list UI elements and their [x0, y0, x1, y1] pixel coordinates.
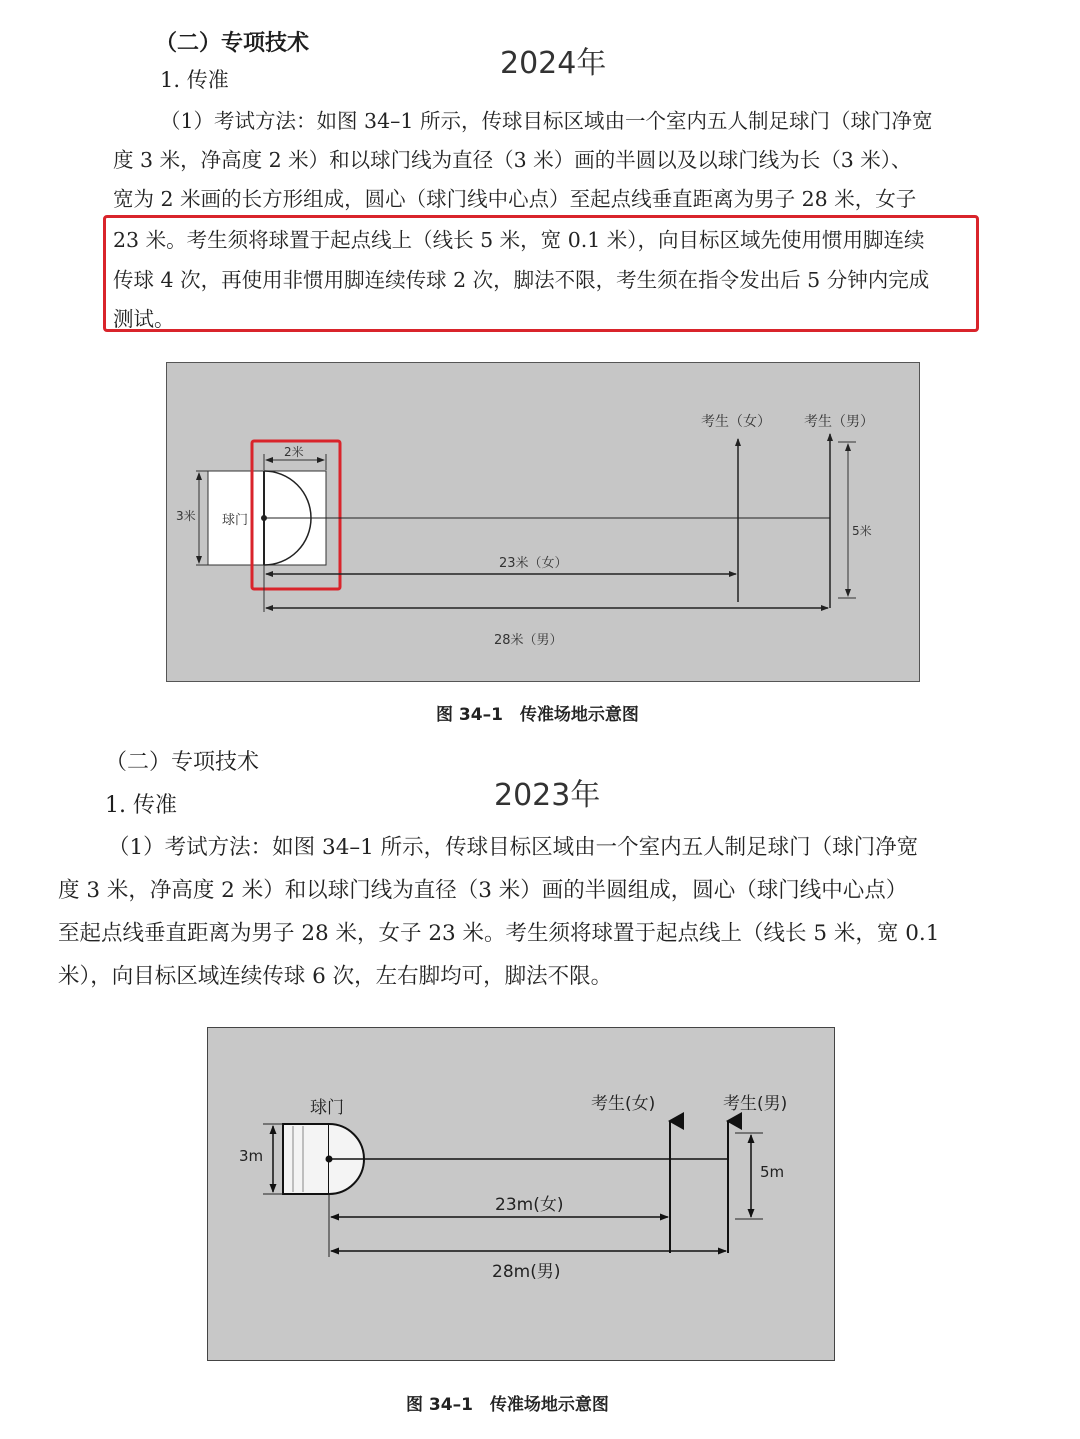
distance-female-label: 23m(女) [495, 1195, 564, 1215]
field-diagram-2024 [166, 362, 920, 682]
subsection-title-2023: 1. 传准 [105, 793, 177, 818]
year-label-2024: 2024年 [500, 46, 607, 81]
goal-label: 球门 [310, 1098, 344, 1118]
paragraph-line: （1）考试方法：如图 34–1 所示，传球目标区域由一个室内五人制足球门（球门净宽 [160, 109, 933, 133]
male-start-label: 考生（男） [804, 414, 874, 430]
figure-caption-2024: 图 34–1 传准场地示意图 [436, 705, 639, 725]
goal-width-label: 3m [239, 1147, 264, 1165]
paragraph-line: 测试。 [113, 307, 175, 331]
female-start-label: 考生（女） [701, 414, 771, 430]
highlight-box-rules [103, 215, 979, 332]
paragraph-line: 至起点线垂直距离为男子 28 米，女子 23 米。考生须将球置于起点线上（线长 5 米，宽 0.1 [58, 921, 940, 946]
paragraph-line: （1）考试方法：如图 34–1 所示，传球目标区域由一个室内五人制足球门（球门净宽 [108, 835, 919, 860]
goal-box [283, 1124, 329, 1194]
paragraph-line: 米），向目标区域连续传球 6 次，左右脚均可，脚法不限。 [58, 964, 613, 989]
subsection-title-2024: 1. 传准 [160, 68, 229, 92]
goal-label: 球门 [222, 513, 249, 528]
section-heading-2024: （二）专项技术 [155, 30, 310, 56]
field-diagram-2023 [207, 1027, 835, 1361]
female-start-label: 考生(女) [591, 1094, 656, 1114]
goal-width-label: 3米 [176, 509, 196, 523]
year-label-2023: 2023年 [494, 778, 601, 813]
paragraph-line: 传球 4 次，再使用非惯用脚连续传球 2 次，脚法不限，考生须在指令发出后 5 分钟内完成 [113, 268, 930, 292]
distance-female-label: 23米（女） [499, 556, 568, 571]
paragraph-line: 23 米。考生须将球置于起点线上（线长 5 米，宽 0.1 米），向目标区域先使用惯用脚连续 [113, 228, 925, 252]
distance-male-label: 28米（男） [494, 633, 563, 648]
paragraph-line: 宽为 2 米画的长方形组成，圆心（球门线中心点）至起点线垂直距离为男子 28 米，女子 [113, 187, 917, 211]
male-start-label: 考生(男) [723, 1094, 788, 1114]
start-line-length-label: 5m [760, 1163, 785, 1181]
distance-male-label: 28m(男) [492, 1262, 561, 1282]
rect-width-label: 2米 [284, 445, 304, 459]
paragraph-line: 度 3 米，净高度 2 米）和以球门线为直径（3 米）画的半圆组成，圆心（球门线中心点） [58, 878, 908, 903]
figure-caption-2023: 图 34–1 传准场地示意图 [406, 1395, 609, 1415]
start-line-length-label: 5米 [852, 524, 872, 538]
section-heading-2023: （二）专项技术 [105, 750, 260, 775]
paragraph-line: 度 3 米，净高度 2 米）和以球门线为直径（3 米）画的半圆以及以球门线为长（3 米）、 [113, 148, 912, 172]
